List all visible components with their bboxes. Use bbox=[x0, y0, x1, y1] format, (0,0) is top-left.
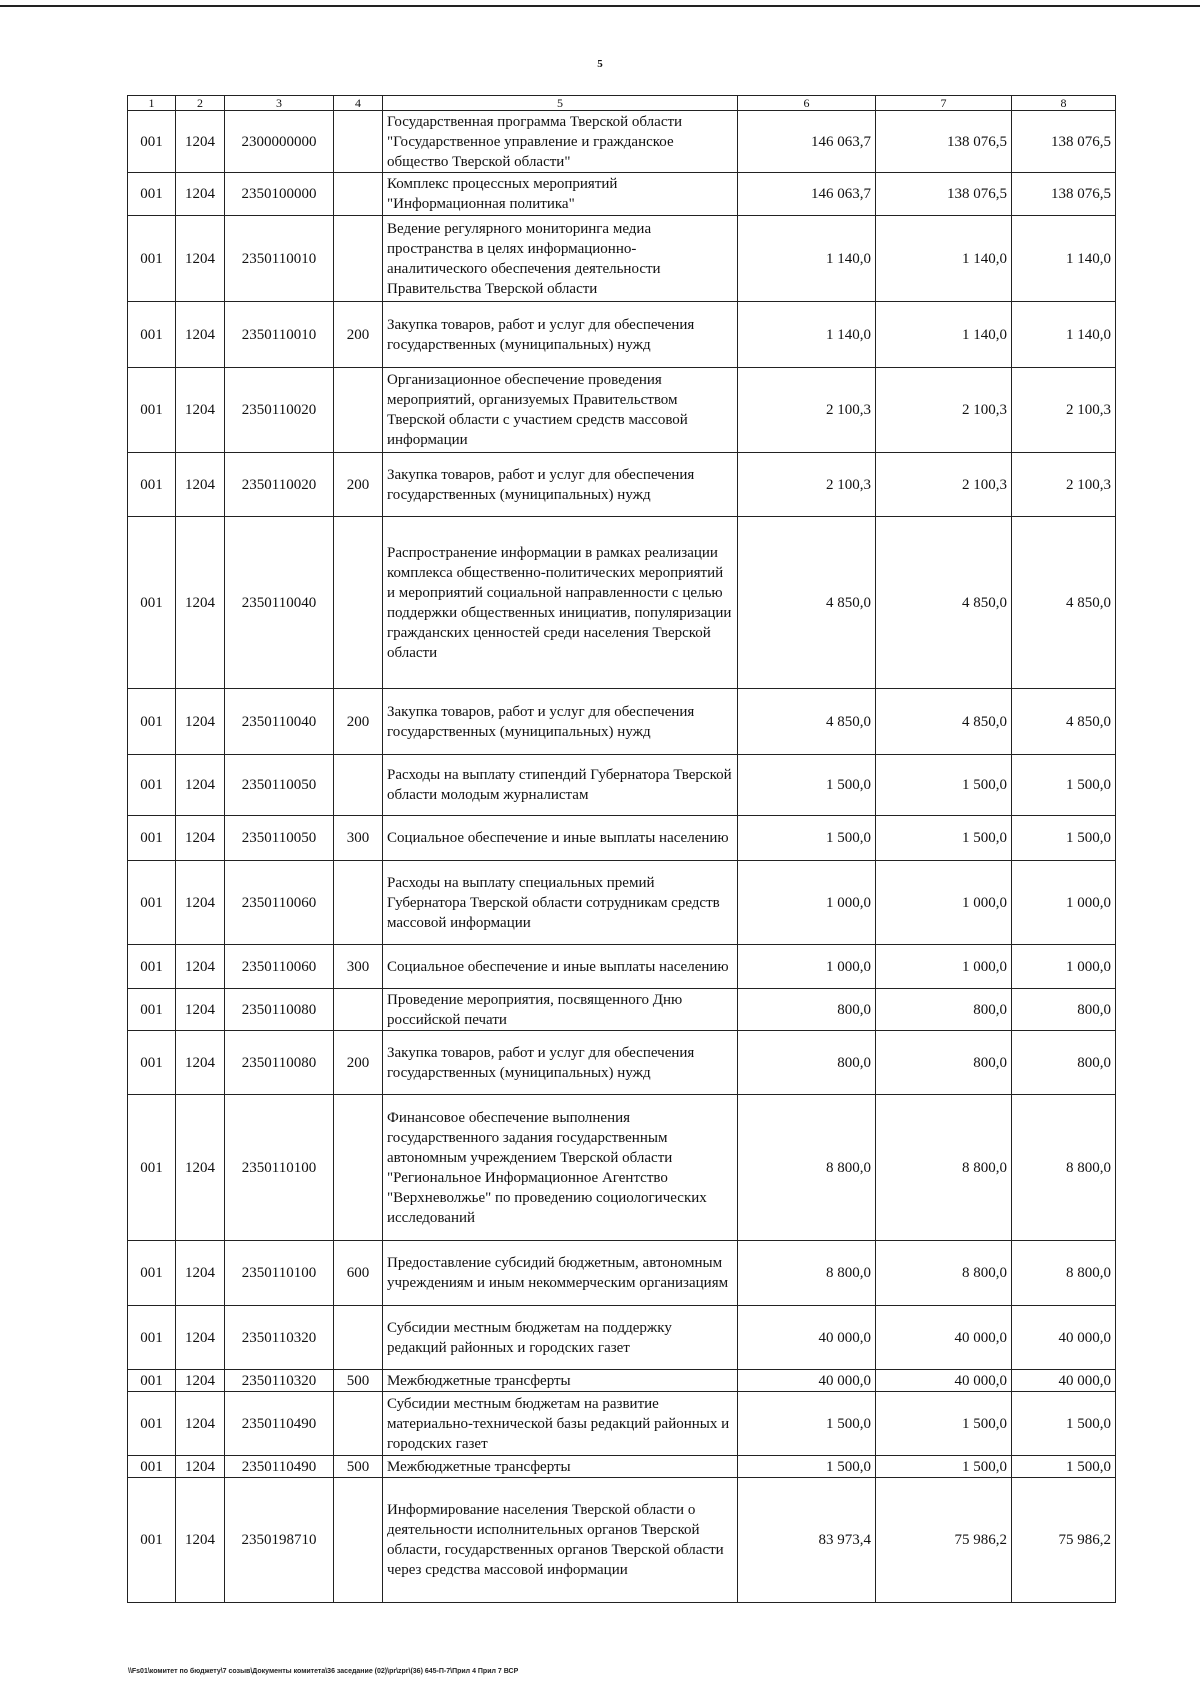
cell-admin-code: 001 bbox=[128, 861, 176, 945]
cell-description: Государственная программа Тверской области "Государственное управление и гражданское общество Тверской области" bbox=[383, 111, 738, 173]
cell-amount-2: 2 100,3 bbox=[876, 368, 1012, 453]
table-row bbox=[128, 368, 1116, 453]
cell-expense-type bbox=[334, 1095, 383, 1241]
cell-target-code: 2350110060 bbox=[225, 945, 334, 989]
cell-amount-2: 1 500,0 bbox=[876, 1392, 1012, 1456]
cell-amount-3: 2 100,3 bbox=[1012, 453, 1116, 517]
cell-description: Расходы на выплату специальных премий Губернатора Тверской области сотрудникам средств массовой информации bbox=[383, 861, 738, 945]
table-row bbox=[128, 816, 1116, 861]
cell-section-code: 1204 bbox=[176, 1095, 225, 1241]
cell-amount-2: 1 000,0 bbox=[876, 861, 1012, 945]
cell-amount-1: 1 500,0 bbox=[738, 1456, 876, 1478]
cell-admin-code: 001 bbox=[128, 1392, 176, 1456]
cell-description: Комплекс процессных мероприятий "Информационная политика" bbox=[383, 173, 738, 216]
cell-section-code: 1204 bbox=[176, 1241, 225, 1306]
cell-amount-1: 146 063,7 bbox=[738, 111, 876, 173]
cell-description: Субсидии местным бюджетам на развитие материально-технической базы редакций районных и городских газет bbox=[383, 1392, 738, 1456]
cell-target-code: 2350110490 bbox=[225, 1392, 334, 1456]
cell-admin-code: 001 bbox=[128, 689, 176, 755]
cell-expense-type bbox=[334, 1392, 383, 1456]
cell-section-code: 1204 bbox=[176, 1456, 225, 1478]
cell-amount-1: 1 140,0 bbox=[738, 216, 876, 302]
cell-amount-1: 800,0 bbox=[738, 989, 876, 1031]
cell-expense-type bbox=[334, 861, 383, 945]
cell-amount-1: 146 063,7 bbox=[738, 173, 876, 216]
cell-section-code: 1204 bbox=[176, 517, 225, 689]
cell-section-code: 1204 bbox=[176, 989, 225, 1031]
cell-amount-2: 138 076,5 bbox=[876, 173, 1012, 216]
cell-amount-3: 40 000,0 bbox=[1012, 1306, 1116, 1370]
cell-amount-3: 1 500,0 bbox=[1012, 1456, 1116, 1478]
cell-admin-code: 001 bbox=[128, 1456, 176, 1478]
cell-section-code: 1204 bbox=[176, 1478, 225, 1603]
cell-expense-type bbox=[334, 111, 383, 173]
col-header: 1 bbox=[128, 96, 176, 111]
cell-section-code: 1204 bbox=[176, 368, 225, 453]
cell-description: Закупка товаров, работ и услуг для обеспечения государственных (муниципальных) нужд bbox=[383, 453, 738, 517]
cell-admin-code: 001 bbox=[128, 302, 176, 368]
header-row bbox=[128, 96, 1116, 111]
cell-section-code: 1204 bbox=[176, 816, 225, 861]
cell-amount-2: 4 850,0 bbox=[876, 689, 1012, 755]
cell-amount-2: 40 000,0 bbox=[876, 1306, 1012, 1370]
cell-admin-code: 001 bbox=[128, 1306, 176, 1370]
cell-target-code: 2350110020 bbox=[225, 453, 334, 517]
cell-amount-1: 2 100,3 bbox=[738, 453, 876, 517]
table-row bbox=[128, 453, 1116, 517]
table-row bbox=[128, 517, 1116, 689]
table-row bbox=[128, 111, 1116, 173]
cell-amount-2: 800,0 bbox=[876, 989, 1012, 1031]
col-header: 3 bbox=[225, 96, 334, 111]
table-row bbox=[128, 689, 1116, 755]
cell-expense-type: 200 bbox=[334, 453, 383, 517]
cell-amount-3: 1 140,0 bbox=[1012, 216, 1116, 302]
col-header: 7 bbox=[876, 96, 1012, 111]
col-header: 5 bbox=[383, 96, 738, 111]
cell-target-code: 2350110100 bbox=[225, 1095, 334, 1241]
cell-admin-code: 001 bbox=[128, 816, 176, 861]
cell-section-code: 1204 bbox=[176, 1031, 225, 1095]
cell-admin-code: 001 bbox=[128, 111, 176, 173]
cell-amount-2: 2 100,3 bbox=[876, 453, 1012, 517]
cell-target-code: 2350110320 bbox=[225, 1370, 334, 1392]
cell-amount-3: 1 000,0 bbox=[1012, 861, 1116, 945]
cell-amount-3: 138 076,5 bbox=[1012, 173, 1116, 216]
cell-amount-3: 138 076,5 bbox=[1012, 111, 1116, 173]
cell-amount-1: 1 500,0 bbox=[738, 816, 876, 861]
cell-target-code: 2350110490 bbox=[225, 1456, 334, 1478]
table-row bbox=[128, 1456, 1116, 1478]
cell-amount-2: 138 076,5 bbox=[876, 111, 1012, 173]
cell-target-code: 2350110080 bbox=[225, 989, 334, 1031]
cell-amount-2: 1 000,0 bbox=[876, 945, 1012, 989]
cell-target-code: 2350110010 bbox=[225, 216, 334, 302]
cell-expense-type bbox=[334, 755, 383, 816]
cell-admin-code: 001 bbox=[128, 173, 176, 216]
table-row bbox=[128, 173, 1116, 216]
cell-target-code: 2350110080 bbox=[225, 1031, 334, 1095]
cell-target-code: 2350110100 bbox=[225, 1241, 334, 1306]
cell-description: Финансовое обеспечение выполнения государственного задания государственным автономным учреждением Тверской области "Региональное Информационное Агентство "Верхневолжье" по проведению социологических исследований bbox=[383, 1095, 738, 1241]
cell-admin-code: 001 bbox=[128, 1031, 176, 1095]
cell-amount-2: 800,0 bbox=[876, 1031, 1012, 1095]
cell-description: Социальное обеспечение и иные выплаты населению bbox=[383, 945, 738, 989]
cell-section-code: 1204 bbox=[176, 861, 225, 945]
cell-amount-2: 75 986,2 bbox=[876, 1478, 1012, 1603]
cell-description: Закупка товаров, работ и услуг для обеспечения государственных (муниципальных) нужд bbox=[383, 1031, 738, 1095]
cell-admin-code: 001 bbox=[128, 1241, 176, 1306]
cell-description: Организационное обеспечение проведения мероприятий, организуемых Правительством Тверской области с участием средств массовой информации bbox=[383, 368, 738, 453]
cell-admin-code: 001 bbox=[128, 453, 176, 517]
cell-description: Межбюджетные трансферты bbox=[383, 1370, 738, 1392]
cell-section-code: 1204 bbox=[176, 689, 225, 755]
cell-section-code: 1204 bbox=[176, 1306, 225, 1370]
cell-amount-2: 1 140,0 bbox=[876, 302, 1012, 368]
cell-amount-3: 800,0 bbox=[1012, 989, 1116, 1031]
col-header: 6 bbox=[738, 96, 876, 111]
cell-amount-2: 1 500,0 bbox=[876, 1456, 1012, 1478]
cell-admin-code: 001 bbox=[128, 1478, 176, 1603]
cell-section-code: 1204 bbox=[176, 453, 225, 517]
cell-expense-type bbox=[334, 989, 383, 1031]
cell-section-code: 1204 bbox=[176, 945, 225, 989]
page-number: 5 bbox=[597, 58, 603, 70]
cell-expense-type: 500 bbox=[334, 1370, 383, 1392]
table-row bbox=[128, 1306, 1116, 1370]
cell-expense-type bbox=[334, 173, 383, 216]
table-row bbox=[128, 1095, 1116, 1241]
cell-section-code: 1204 bbox=[176, 755, 225, 816]
cell-amount-1: 40 000,0 bbox=[738, 1306, 876, 1370]
cell-amount-3: 1 500,0 bbox=[1012, 816, 1116, 861]
cell-amount-3: 75 986,2 bbox=[1012, 1478, 1116, 1603]
cell-admin-code: 001 bbox=[128, 1095, 176, 1241]
cell-target-code: 2350110050 bbox=[225, 816, 334, 861]
cell-target-code: 2350110020 bbox=[225, 368, 334, 453]
cell-amount-2: 40 000,0 bbox=[876, 1370, 1012, 1392]
cell-amount-1: 1 000,0 bbox=[738, 945, 876, 989]
table-row bbox=[128, 989, 1116, 1031]
cell-amount-1: 2 100,3 bbox=[738, 368, 876, 453]
cell-description: Закупка товаров, работ и услуг для обеспечения государственных (муниципальных) нужд bbox=[383, 302, 738, 368]
cell-amount-3: 4 850,0 bbox=[1012, 517, 1116, 689]
cell-expense-type bbox=[334, 368, 383, 453]
cell-amount-2: 1 500,0 bbox=[876, 816, 1012, 861]
cell-description: Социальное обеспечение и иные выплаты населению bbox=[383, 816, 738, 861]
cell-amount-1: 1 500,0 bbox=[738, 755, 876, 816]
cell-amount-1: 40 000,0 bbox=[738, 1370, 876, 1392]
cell-amount-3: 40 000,0 bbox=[1012, 1370, 1116, 1392]
cell-amount-3: 1 140,0 bbox=[1012, 302, 1116, 368]
table-row bbox=[128, 302, 1116, 368]
cell-section-code: 1204 bbox=[176, 173, 225, 216]
cell-admin-code: 001 bbox=[128, 216, 176, 302]
cell-amount-3: 1 500,0 bbox=[1012, 755, 1116, 816]
cell-description: Проведение мероприятия, посвященного Дню российской печати bbox=[383, 989, 738, 1031]
cell-description: Предоставление субсидий бюджетным, автономным учреждениям и иным некоммерческим организациям bbox=[383, 1241, 738, 1306]
table-row bbox=[128, 945, 1116, 989]
cell-description: Распространение информации в рамках реализации комплекса общественно-политических мероприятий и мероприятий социальной направленности с целью поддержки общественных инициатив, популяризации гражданских ценностей среди населения Тверской области bbox=[383, 517, 738, 689]
cell-expense-type bbox=[334, 1306, 383, 1370]
cell-description: Расходы на выплату стипендий Губернатора Тверской области молодым журналистам bbox=[383, 755, 738, 816]
cell-description: Межбюджетные трансферты bbox=[383, 1456, 738, 1478]
table-row bbox=[128, 755, 1116, 816]
cell-expense-type: 600 bbox=[334, 1241, 383, 1306]
cell-amount-1: 1 000,0 bbox=[738, 861, 876, 945]
cell-amount-3: 8 800,0 bbox=[1012, 1241, 1116, 1306]
cell-amount-2: 8 800,0 bbox=[876, 1095, 1012, 1241]
top-rule bbox=[0, 5, 1200, 7]
cell-amount-1: 1 500,0 bbox=[738, 1392, 876, 1456]
cell-admin-code: 001 bbox=[128, 945, 176, 989]
col-header: 8 bbox=[1012, 96, 1116, 111]
table-row bbox=[128, 1392, 1116, 1456]
cell-amount-1: 83 973,4 bbox=[738, 1478, 876, 1603]
cell-admin-code: 001 bbox=[128, 755, 176, 816]
table-row bbox=[128, 216, 1116, 302]
cell-expense-type: 300 bbox=[334, 945, 383, 989]
cell-admin-code: 001 bbox=[128, 1370, 176, 1392]
cell-amount-3: 4 850,0 bbox=[1012, 689, 1116, 755]
cell-amount-1: 4 850,0 bbox=[738, 689, 876, 755]
cell-target-code: 2350110010 bbox=[225, 302, 334, 368]
cell-admin-code: 001 bbox=[128, 989, 176, 1031]
table-row bbox=[128, 1031, 1116, 1095]
cell-section-code: 1204 bbox=[176, 111, 225, 173]
cell-expense-type bbox=[334, 1478, 383, 1603]
cell-expense-type: 200 bbox=[334, 302, 383, 368]
cell-section-code: 1204 bbox=[176, 1392, 225, 1456]
col-header: 4 bbox=[334, 96, 383, 111]
col-header: 2 bbox=[176, 96, 225, 111]
cell-expense-type: 200 bbox=[334, 1031, 383, 1095]
cell-description: Ведение регулярного мониторинга медиа пространства в целях информационно-аналитического обеспечения деятельности Правительства Тверской области bbox=[383, 216, 738, 302]
cell-amount-3: 2 100,3 bbox=[1012, 368, 1116, 453]
cell-expense-type: 300 bbox=[334, 816, 383, 861]
cell-amount-1: 8 800,0 bbox=[738, 1095, 876, 1241]
table-row bbox=[128, 1241, 1116, 1306]
cell-target-code: 2350198710 bbox=[225, 1478, 334, 1603]
table-row bbox=[128, 1370, 1116, 1392]
cell-amount-3: 1 000,0 bbox=[1012, 945, 1116, 989]
cell-description: Закупка товаров, работ и услуг для обеспечения государственных (муниципальных) нужд bbox=[383, 689, 738, 755]
cell-amount-3: 800,0 bbox=[1012, 1031, 1116, 1095]
cell-expense-type: 500 bbox=[334, 1456, 383, 1478]
cell-amount-2: 8 800,0 bbox=[876, 1241, 1012, 1306]
cell-target-code: 2300000000 bbox=[225, 111, 334, 173]
cell-amount-2: 1 500,0 bbox=[876, 755, 1012, 816]
cell-expense-type bbox=[334, 517, 383, 689]
cell-description: Субсидии местным бюджетам на поддержку редакций районных и городских газет bbox=[383, 1306, 738, 1370]
table-row bbox=[128, 861, 1116, 945]
cell-expense-type: 200 bbox=[334, 689, 383, 755]
cell-target-code: 2350110040 bbox=[225, 517, 334, 689]
cell-amount-1: 8 800,0 bbox=[738, 1241, 876, 1306]
cell-amount-3: 1 500,0 bbox=[1012, 1392, 1116, 1456]
cell-amount-3: 8 800,0 bbox=[1012, 1095, 1116, 1241]
table-row bbox=[128, 1478, 1116, 1603]
cell-target-code: 2350110050 bbox=[225, 755, 334, 816]
cell-amount-2: 1 140,0 bbox=[876, 216, 1012, 302]
cell-section-code: 1204 bbox=[176, 216, 225, 302]
cell-amount-2: 4 850,0 bbox=[876, 517, 1012, 689]
cell-expense-type bbox=[334, 216, 383, 302]
cell-admin-code: 001 bbox=[128, 517, 176, 689]
cell-target-code: 2350100000 bbox=[225, 173, 334, 216]
cell-target-code: 2350110060 bbox=[225, 861, 334, 945]
cell-section-code: 1204 bbox=[176, 1370, 225, 1392]
cell-amount-1: 4 850,0 bbox=[738, 517, 876, 689]
cell-amount-1: 800,0 bbox=[738, 1031, 876, 1095]
cell-admin-code: 001 bbox=[128, 368, 176, 453]
cell-target-code: 2350110040 bbox=[225, 689, 334, 755]
footer-file-path: \\Fs01\комитет по бюджету\7 созыв\Документы комитета\36 заседание (02)\pr\zpr\(36) 645-П-7\Прил 4 Прил 7 ВСР bbox=[128, 1668, 519, 1675]
budget-table bbox=[127, 95, 1116, 1603]
cell-section-code: 1204 bbox=[176, 302, 225, 368]
cell-description: Информирование населения Тверской области о деятельности исполнительных органов Тверской области, государственных органов Тверской области через средства массовой информации bbox=[383, 1478, 738, 1603]
cell-amount-1: 1 140,0 bbox=[738, 302, 876, 368]
cell-target-code: 2350110320 bbox=[225, 1306, 334, 1370]
